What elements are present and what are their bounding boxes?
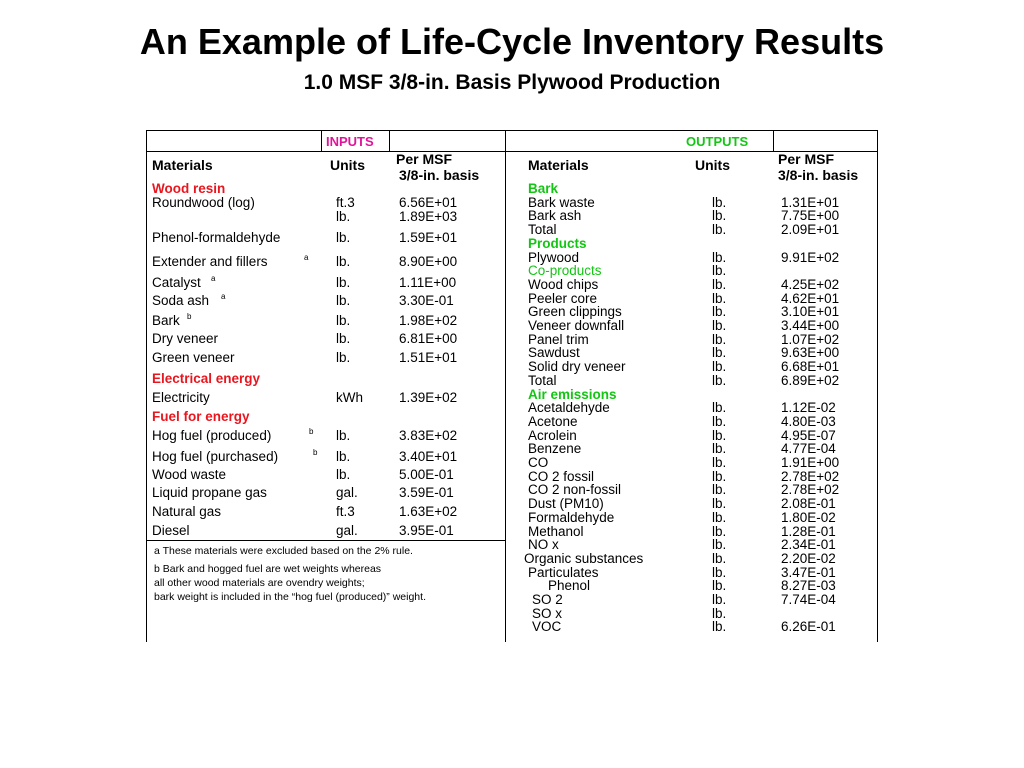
inputs-footnote-marker: b — [309, 427, 314, 436]
inputs-row-label: Hog fuel (purchased) — [152, 449, 279, 464]
inputs-row-label: Natural gas — [152, 504, 222, 519]
inputs-footnote-marker: b — [187, 312, 192, 321]
outputs-row-units: lb. — [712, 537, 727, 553]
inputs-row-units: lb. — [336, 467, 351, 482]
outputs-section-air-emissions: Air emissions — [528, 386, 617, 402]
outputs-row-units: lb. — [712, 564, 727, 580]
outputs-section-products: Products — [528, 235, 587, 251]
inputs-row-units: lb. — [336, 209, 351, 224]
inputs-row-units: lb. — [336, 230, 351, 245]
inputs-row-label: Electricity — [152, 390, 210, 405]
inputs-row-label: Roundwood (log) — [152, 195, 255, 210]
inputs-footnote-marker: a — [211, 274, 216, 283]
outputs-row-value: 2.09E+01 — [781, 222, 840, 238]
outputs-header-basis: 3/8-in. basis — [778, 167, 859, 183]
outputs-row-label: Acetone — [528, 413, 578, 429]
header-divider — [146, 151, 878, 152]
outputs-row-units: lb. — [712, 194, 727, 210]
outputs-row-label: SO x — [532, 605, 563, 621]
outputs-row-label: Acrolein — [528, 427, 577, 443]
lci-table — [146, 130, 878, 642]
outputs-row-units: lb. — [712, 400, 727, 416]
outputs-row-value: 2.08E-01 — [781, 496, 836, 512]
outputs-row-units: lb. — [712, 441, 727, 457]
outputs-row-units: lb. — [712, 290, 727, 306]
outputs-row-label: Particulates — [528, 564, 599, 580]
outputs-row-units: lb. — [712, 331, 727, 347]
outputs-row-label: NO x — [528, 537, 559, 553]
inputs-row-label: Extender and fillers — [152, 254, 268, 269]
footnote-divider — [146, 540, 506, 541]
table-border-left — [146, 130, 147, 642]
table-border-right — [877, 130, 878, 642]
outputs-row-units: lb. — [712, 372, 727, 388]
outputs-row-units: lb. — [712, 304, 727, 320]
footnote-b-line1: b Bark and hogged fuel are wet weights whereas — [154, 563, 382, 575]
outputs-row-label: Bark waste — [528, 194, 595, 210]
inputs-row-units: ft.3 — [336, 195, 355, 210]
outputs-row-units: lb. — [712, 605, 727, 621]
outputs-row-value: 6.68E+01 — [781, 359, 840, 375]
outputs-row-label: Plywood — [528, 249, 580, 265]
table-border-top — [146, 130, 878, 131]
outputs-row-units: lb. — [712, 427, 727, 443]
outputs-row-units: lb. — [712, 496, 727, 512]
inputs-row-label: Wood waste — [152, 467, 227, 482]
outputs-row-units: lb. — [712, 263, 727, 279]
inputs-row-units: lb. — [336, 350, 351, 365]
inputs-row-units: lb. — [336, 254, 351, 269]
outputs-row-label: Organic substances — [524, 550, 644, 566]
outputs-row-label: CO — [528, 455, 549, 470]
outputs-row-label: Veneer downfall — [528, 318, 625, 333]
outputs-row-value: 4.80E-03 — [781, 413, 836, 429]
outputs-row-value: 6.26E-01 — [781, 619, 836, 635]
footnote-b-line2: all other wood materials are ovendry weights; — [154, 577, 365, 589]
outputs-row-value: 2.78E+02 — [781, 468, 840, 484]
outputs-row-value: 3.10E+01 — [781, 304, 840, 320]
outputs-row-label: Green clippings — [528, 304, 622, 320]
outputs-row-units: lb. — [712, 509, 727, 525]
inputs-row-label: Bark — [152, 313, 180, 328]
outputs-row-value: 1.31E+01 — [781, 194, 840, 210]
inputs-row-value: 1.51E+01 — [399, 350, 458, 365]
outputs-row-value: 1.28E-01 — [781, 523, 836, 539]
outputs-group-label: OUTPUTS — [686, 134, 749, 149]
outputs-header-units: Units — [695, 157, 730, 173]
outputs-row-label: Total — [528, 222, 557, 238]
inputs-outputs-divider — [505, 130, 506, 642]
outputs-row-units: lb. — [712, 249, 727, 265]
inputs-row-units: lb. — [336, 293, 351, 308]
inputs-row-value: 1.39E+02 — [399, 390, 458, 405]
outputs-row-label: Methanol — [528, 523, 584, 539]
outputs-row-label: Sawdust — [528, 345, 580, 361]
inputs-section-fuel-for-energy: Fuel for energy — [152, 409, 250, 424]
inputs-row-units: lb. — [336, 313, 351, 328]
inputs-row-label: Green veneer — [152, 350, 235, 365]
inputs-group-label: INPUTS — [326, 134, 374, 149]
outputs-row-label: SO 2 — [532, 592, 563, 607]
inputs-row-value: 3.30E-01 — [399, 293, 454, 308]
outputs-row-units: lb. — [712, 208, 727, 224]
outputs-row-label: Wood chips — [528, 276, 599, 292]
outputs-row-label: Dust (PM10) — [528, 496, 604, 512]
outputs-row-label: CO 2 non-fossil — [528, 482, 622, 498]
inputs-row-units: lb. — [336, 275, 351, 290]
inputs-row-value: 1.11E+00 — [399, 275, 457, 290]
inputs-row-value: 5.00E-01 — [399, 467, 454, 482]
outputs-value-divider — [773, 130, 774, 152]
inputs-row-label: Liquid propane gas — [152, 485, 267, 500]
inputs-units-divider — [321, 130, 322, 152]
outputs-row-label: Bark ash — [528, 208, 582, 224]
outputs-row-value: 1.91E+00 — [781, 455, 840, 470]
inputs-row-units: lb. — [336, 449, 351, 464]
outputs-row-units: lb. — [712, 550, 727, 566]
inputs-row-value: 6.56E+01 — [399, 195, 458, 210]
outputs-row-value: 2.78E+02 — [781, 482, 840, 498]
inputs-row-units: gal. — [336, 485, 358, 500]
inputs-row-value: 3.95E-01 — [399, 523, 454, 538]
inputs-row-value: 3.40E+01 — [399, 449, 458, 464]
outputs-row-units: lb. — [712, 468, 727, 484]
outputs-row-value: 8.27E-03 — [781, 578, 836, 594]
outputs-row-value: 9.63E+00 — [781, 345, 840, 361]
outputs-row-value: 3.47E-01 — [781, 564, 836, 580]
outputs-row-label: Phenol — [548, 578, 591, 594]
outputs-header-per-msf: Per MSF — [778, 151, 835, 167]
outputs-row-value: 2.34E-01 — [781, 537, 836, 553]
inputs-row-value: 1.98E+02 — [399, 313, 458, 328]
inputs-row-label: Phenol-formaldehyde — [152, 230, 281, 245]
outputs-row-label: Total — [528, 372, 557, 388]
outputs-row-units: lb. — [712, 345, 727, 361]
outputs-row-value: 3.44E+00 — [781, 318, 840, 333]
inputs-footnote-marker: a — [221, 292, 226, 301]
inputs-row-units: kWh — [336, 390, 363, 405]
inputs-value-divider — [389, 130, 390, 152]
outputs-row-units: lb. — [712, 222, 727, 238]
outputs-row-units: lb. — [712, 619, 727, 635]
inputs-row-units: lb. — [336, 331, 351, 346]
page-title: An Example of Life-Cycle Inventory Results — [139, 21, 885, 62]
inputs-row-label: Soda ash — [152, 293, 210, 308]
inputs-row-value: 3.59E-01 — [399, 485, 454, 500]
inputs-section-wood-resin: Wood resin — [152, 181, 226, 196]
outputs-row-label: CO 2 fossil — [528, 468, 595, 484]
outputs-row-label: Peeler core — [528, 290, 598, 306]
outputs-row-units: lb. — [712, 455, 727, 470]
inputs-row-value: 1.59E+01 — [399, 230, 458, 245]
inputs-header-basis: 3/8-in. basis — [399, 167, 480, 183]
outputs-row-value: 7.75E+00 — [781, 208, 840, 224]
outputs-row-label: Benzene — [528, 441, 582, 457]
outputs-row-units: lb. — [712, 318, 727, 333]
outputs-row-label: Co-products — [528, 263, 602, 279]
outputs-row-units: lb. — [712, 523, 727, 539]
outputs-row-label: Panel trim — [528, 331, 589, 347]
inputs-row-label: Dry veneer — [152, 331, 219, 346]
outputs-row-units: lb. — [712, 276, 727, 292]
inputs-row-label: Catalyst — [152, 275, 201, 290]
outputs-header-materials: Materials — [528, 157, 589, 173]
outputs-row-value: 2.20E-02 — [781, 550, 836, 566]
outputs-row-label: Solid dry veneer — [528, 359, 626, 375]
outputs-row-units: lb. — [712, 482, 727, 498]
page-subtitle: 1.0 MSF 3/8-in. Basis Plywood Production — [303, 71, 721, 94]
outputs-row-value: 1.07E+02 — [781, 331, 840, 347]
outputs-row-label: Formaldehyde — [528, 509, 615, 525]
inputs-header-materials: Materials — [152, 157, 213, 173]
inputs-footnote-marker: a — [304, 253, 309, 262]
outputs-row-value: 4.62E+01 — [781, 290, 840, 306]
inputs-row-units: ft.3 — [336, 504, 355, 519]
inputs-row-value: 1.89E+03 — [399, 209, 458, 224]
inputs-row-value: 1.63E+02 — [399, 504, 458, 519]
inputs-footnote-marker: b — [313, 448, 318, 457]
outputs-row-value: 1.12E-02 — [781, 400, 836, 416]
inputs-row-value: 6.81E+00 — [399, 331, 458, 346]
outputs-row-value: 4.25E+02 — [781, 276, 840, 292]
outputs-row-value: 7.74E-04 — [781, 592, 836, 607]
outputs-row-value: 6.89E+02 — [781, 372, 840, 388]
inputs-row-units: lb. — [336, 428, 351, 443]
inputs-header-per-msf: Per MSF — [396, 151, 453, 167]
outputs-row-value: 1.80E-02 — [781, 509, 836, 525]
footnote-a: a These materials were excluded based on the 2% rule. — [154, 545, 413, 557]
inputs-row-value: 3.83E+02 — [399, 428, 458, 443]
outputs-row-label: VOC — [532, 619, 562, 635]
inputs-section-electrical-energy: Electrical energy — [152, 371, 261, 386]
inputs-row-units: gal. — [336, 523, 358, 538]
footnote-b-line3: bark weight is included in the “hog fuel (produced)” weight. — [154, 591, 426, 603]
outputs-row-units: lb. — [712, 359, 727, 375]
inputs-header-units: Units — [330, 157, 365, 173]
outputs-row-units: lb. — [712, 592, 727, 607]
inputs-row-label: Diesel — [152, 523, 190, 538]
inputs-row-label: Hog fuel (produced) — [152, 428, 272, 443]
outputs-row-value: 4.95E-07 — [781, 427, 836, 443]
outputs-row-units: lb. — [712, 413, 727, 429]
outputs-section-bark: Bark — [528, 181, 559, 196]
outputs-row-label: Acetaldehyde — [528, 400, 610, 416]
inputs-row-value: 8.90E+00 — [399, 254, 458, 269]
outputs-row-value: 9.91E+02 — [781, 249, 840, 265]
outputs-row-value: 4.77E-04 — [781, 441, 836, 457]
outputs-row-units: lb. — [712, 578, 727, 594]
